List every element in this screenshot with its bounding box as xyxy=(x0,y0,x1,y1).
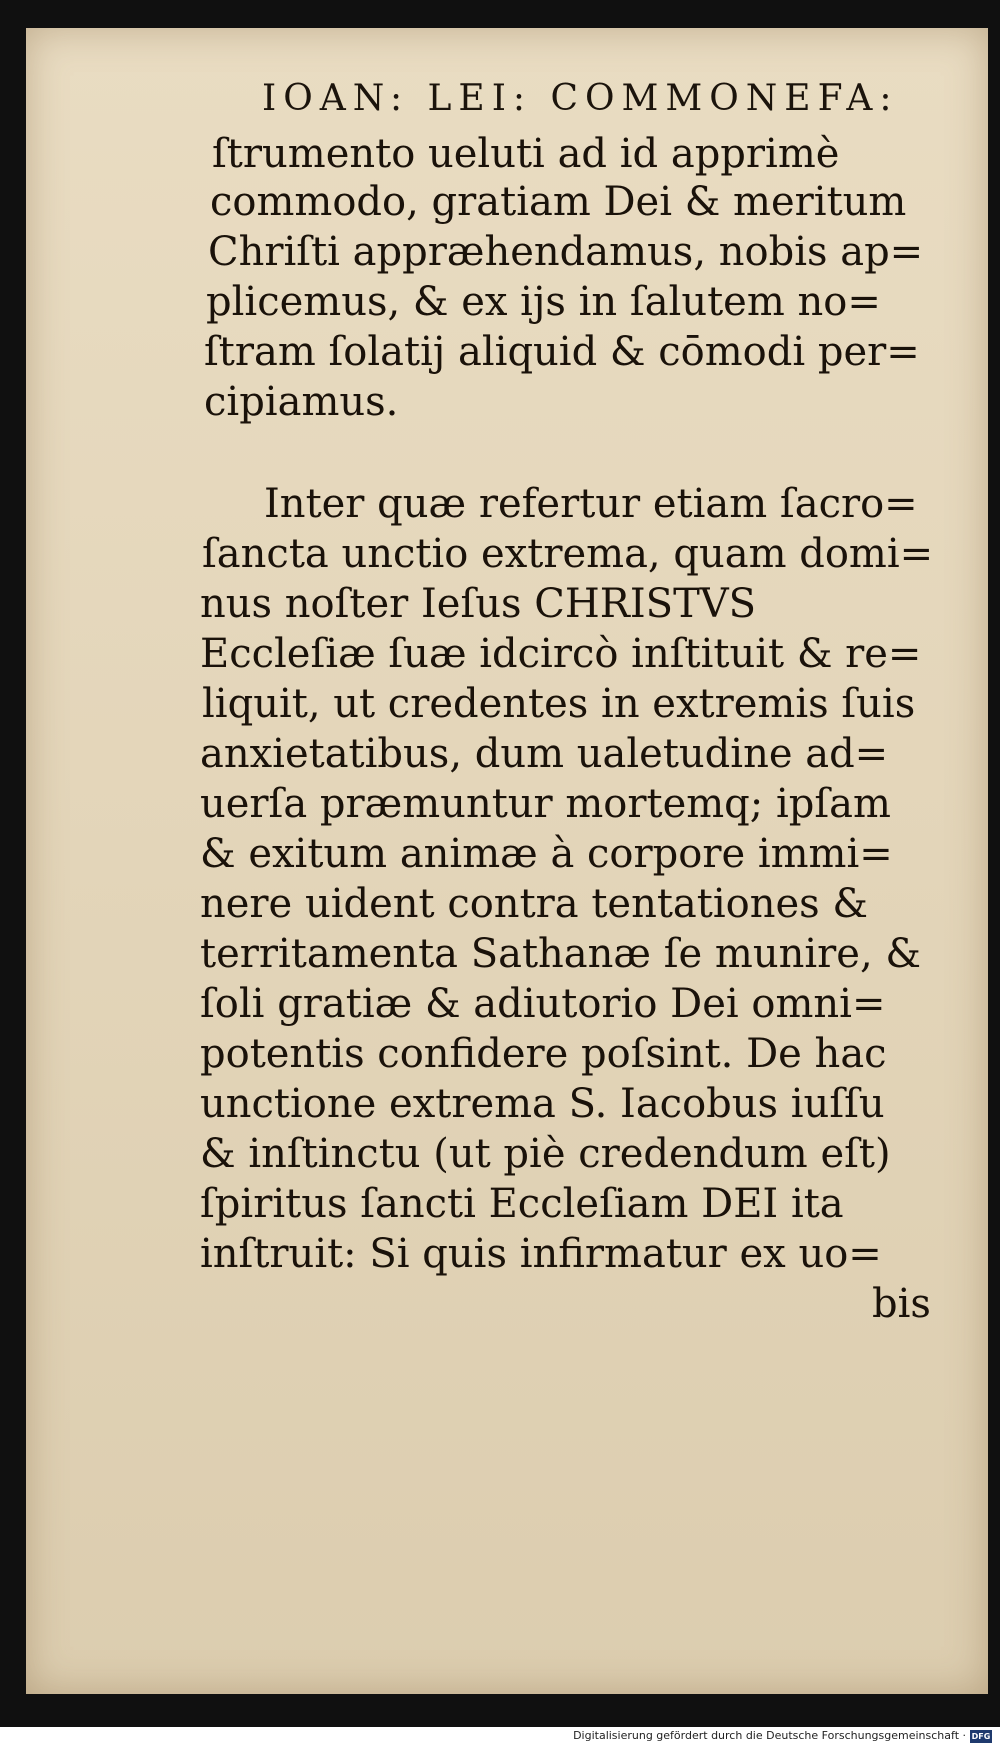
text-line: cipiamus. xyxy=(204,379,399,425)
text-line: uerſa præmuntur mortemq; ipſam xyxy=(200,781,891,827)
text-line: Eccleſiæ ſuæ idcircò inſtituit & re= xyxy=(200,631,922,677)
text-line: plicemus, & ex ijs in ſalutem no= xyxy=(206,279,881,325)
text-line: unctione extrema S. Iacobus iuſſu xyxy=(200,1081,885,1127)
text-line: anxietatibus, dum ualetudine ad= xyxy=(200,731,889,777)
text-line: ſtram ſolatij aliquid & cōmodi per= xyxy=(204,329,920,375)
text-line: Chriſti appræhendamus, nobis ap= xyxy=(208,229,924,275)
text-line: nere uident contra tentationes & xyxy=(200,881,868,927)
funding-credit: Digitalisierung gefördert durch die Deutsche Forschungsgemeinschaft · xyxy=(573,1729,966,1742)
text-line: Inter quæ refertur etiam ſacro= xyxy=(264,481,918,527)
text-line: ſpiritus ſancti Eccleſiam DEI ita xyxy=(200,1181,844,1227)
text-line: ſtrumento ueluti ad id apprimè xyxy=(212,131,840,177)
text-line: & exitum animæ à corpore immi= xyxy=(200,831,893,877)
text-line: nus noſter Ieſus CHRISTVS xyxy=(200,581,757,627)
text-line: & inſtinctu (ut piè credendum eſt) xyxy=(200,1131,891,1177)
text-line: liquit, ut credentes in extremis ſuis xyxy=(202,681,916,727)
dfg-logo: DFG xyxy=(971,1732,991,1741)
text-line: ſoli gratiæ & adiutorio Dei omni= xyxy=(200,981,886,1027)
text-line: inſtruit: Si quis infirmatur ex uo= xyxy=(200,1231,882,1277)
text-line: territamenta Sathanæ ſe munire, & xyxy=(200,931,921,977)
running-header: IOAN: LEI: COMMONEFA: xyxy=(262,78,899,119)
text-line: ſancta unctio extrema, quam domi= xyxy=(202,531,934,577)
text-line: commodo, gratiam Dei & meritum xyxy=(210,179,907,225)
catchword: bis xyxy=(872,1281,931,1327)
text-line: potentis confidere poſsint. De hac xyxy=(200,1031,887,1077)
